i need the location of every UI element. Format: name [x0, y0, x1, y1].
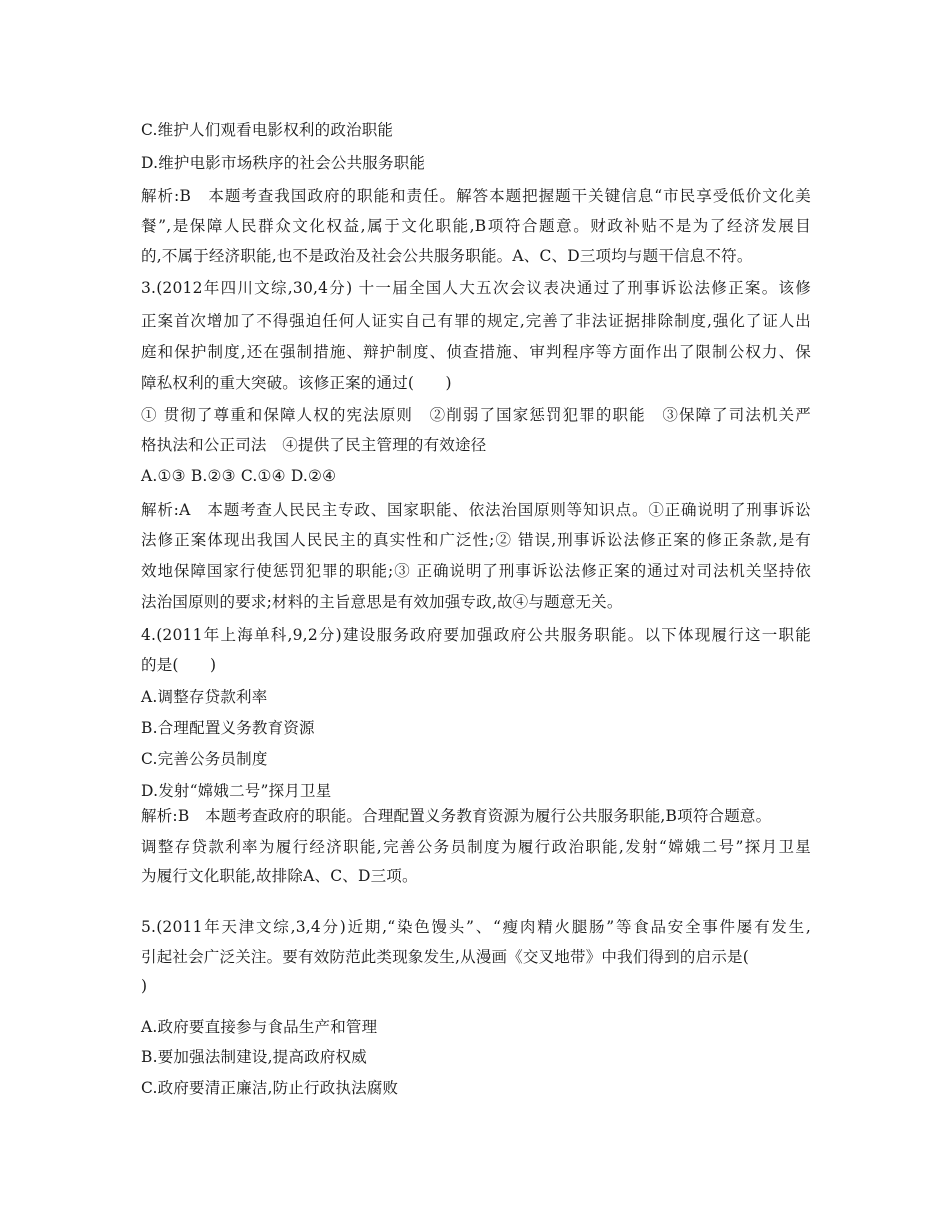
question-4-line1: 4.(2011年上海单科,9,2分)建设服务政府要加强政府公共服务职能。以下体现履行这一职能	[141, 626, 811, 644]
question-5-line1: 5.(2011年天津文综,3,4分)近期,“染色馒头”、“瘦肉精火腿肠”等食品安全事件屡有发生,	[141, 918, 811, 936]
analysis-q3-line2: 法修正案体现出我国人民民主的真实性和广泛性;② 错误,刑事诉讼法修正案的修正条款,是有	[141, 531, 811, 549]
question-5-line3: )	[141, 977, 148, 995]
option-a-q5: A.政府要直接参与食品生产和管理	[141, 1018, 378, 1036]
question-4-line2: 的是( )	[141, 656, 217, 674]
question-3-line4: 障私权利的重大突破。该修正案的通过( )	[141, 374, 452, 392]
option-c-q4: C.完善公务员制度	[141, 750, 268, 768]
question-5-line2: 引起社会广泛关注。要有效防范此类现象发生,从漫画《交叉地带》中我们得到的启示是(	[141, 948, 749, 966]
analysis-q2-line3: 的,不属于经济职能,也不是政治及社会公共服务职能。A、C、D三项均与题干信息不符。	[141, 247, 753, 265]
option-d-q4: D.发射“嫦娥二号”探月卫星	[141, 782, 332, 800]
option-c-q5: C.政府要清正廉洁,防止行政执法腐败	[141, 1079, 399, 1097]
question-3-line2: 正案首次增加了不得强迫任何人证实自己有罪的规定,完善了非法证据排除制度,强化了证人出	[141, 312, 811, 330]
question-3-options: A.①③ B.②③ C.①④ D.②④	[141, 467, 337, 485]
question-3-line1: 3.(2012年四川文综,30,4分) 十一届全国人大五次会议表决通过了刑事诉讼法修正案。该修	[141, 279, 811, 297]
analysis-q4-line2: 调整存贷款利率为履行经济职能,完善公务员制度为履行政治职能,发射“嫦娥二号”探月卫星	[141, 838, 811, 856]
option-c-q2: C.维护人们观看电影权利的政治职能	[141, 121, 394, 139]
analysis-q2-line1: 解析:B 本题考查我国政府的职能和责任。解答本题把握题干关键信息“市民享受低价文化美	[141, 187, 811, 205]
option-d-q2: D.维护电影市场秩序的社会公共服务职能	[141, 154, 426, 172]
question-3-statements-line2: 格执法和公正司法 ④提供了民主管理的有效途径	[141, 436, 487, 454]
analysis-q4-line3: 为履行文化职能,故排除A、C、D三项。	[141, 867, 418, 885]
analysis-q3-line4: 法治国原则的要求;材料的主旨意思是有效加强专政,故④与题意无关。	[141, 593, 623, 611]
option-a-q4: A.调整存贷款利率	[141, 688, 268, 706]
analysis-q3-line1: 解析:A 本题考查人民民主专政、国家职能、依法治国原则等知识点。①正确说明了刑事诉讼	[141, 501, 811, 519]
option-b-q5: B.要加强法制建设,提高政府权威	[141, 1048, 367, 1066]
question-3-line3: 庭和保护制度,还在强制措施、辩护制度、侦查措施、审判程序等方面作出了限制公权力、保	[141, 343, 811, 361]
analysis-q3-line3: 效地保障国家行使惩罚犯罪的职能;③ 正确说明了刑事诉讼法修正案的通过对司法机关坚持依	[141, 562, 811, 580]
analysis-q2-line2: 餐”,是保障人民群众文化权益,属于文化职能,B项符合题意。财政补贴不是为了经济发展目	[141, 217, 811, 235]
option-b-q4: B.合理配置义务教育资源	[141, 719, 315, 737]
question-3-statements-line1: ① 贯彻了尊重和保障人权的宪法原则 ②削弱了国家惩罚犯罪的职能 ③保障了司法机关严	[141, 406, 811, 424]
analysis-q4-line1: 解析:B 本题考查政府的职能。合理配置义务教育资源为履行公共服务职能,B项符合题意。	[141, 807, 772, 825]
